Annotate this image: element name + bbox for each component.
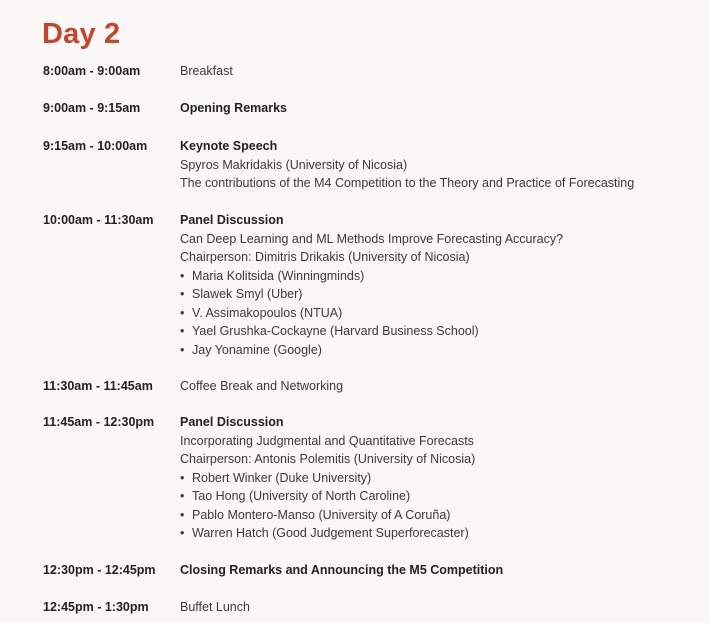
- session-heading: Opening Remarks: [180, 101, 287, 115]
- panelist-item: [180, 487, 700, 506]
- session-time: 12:30pm - 12:45pm: [43, 563, 156, 577]
- session-content: [180, 211, 700, 359]
- panelist-list: [180, 469, 700, 543]
- session-heading: Closing Remarks and Announcing the M5 Competition: [180, 563, 504, 577]
- session-content: [180, 377, 700, 396]
- panelist-name: Maria Kolitsida (Winningminds): [192, 268, 365, 283]
- session-time: 10:00am - 11:30am: [43, 213, 154, 227]
- panelist-item: [180, 304, 700, 323]
- panelist-list: [180, 267, 700, 360]
- session-detail: Breakfast: [180, 64, 233, 78]
- panelist-item: [180, 506, 700, 525]
- bullet-icon: •: [180, 305, 185, 320]
- bullet-icon: •: [180, 507, 185, 522]
- panelist-item: [180, 285, 700, 304]
- session-detail: Chairperson: Antonis Polemitis (University of Nicosia): [180, 452, 476, 466]
- session-content: [180, 598, 700, 617]
- bullet-icon: •: [180, 287, 185, 301]
- session-detail: Chairperson: Dimitris Drikakis (University of Nicosia): [180, 250, 470, 264]
- session-heading: Keynote Speech: [180, 139, 278, 153]
- panelist-item: [180, 267, 700, 286]
- panelist-name: V. Assimakopoulos (NTUA): [192, 305, 343, 320]
- panelist-item: [180, 524, 700, 543]
- panelist-item: [180, 322, 700, 341]
- bullet-icon: •: [180, 324, 185, 338]
- session-content: [180, 137, 700, 193]
- session-heading: Panel Discussion: [180, 415, 284, 429]
- session-time: 11:45am - 12:30pm: [43, 415, 155, 429]
- panelist-name: Slawek Smyl (Uber): [192, 287, 303, 301]
- bullet-icon: •: [180, 526, 185, 540]
- session-detail: Incorporating Judgmental and Quantitative Forecasts: [180, 433, 474, 448]
- panelist-name: Jay Yonamine (Google): [192, 342, 322, 357]
- session-detail: Spyros Makridakis (University of Nicosia): [180, 157, 408, 172]
- session-detail: The contributions of the M4 Competition to the Theory and Practice of Forecasting: [180, 176, 635, 190]
- session-content: [180, 413, 700, 543]
- session-content: [180, 561, 700, 580]
- day-title: Day 2: [42, 18, 121, 50]
- session-time: 9:15am - 10:00am: [43, 139, 148, 153]
- panelist-name: Yael Grushka-Cockayne (Harvard Business School): [192, 324, 479, 338]
- session-detail: Coffee Break and Networking: [180, 379, 344, 393]
- bullet-icon: •: [180, 470, 185, 485]
- panelist-name: Tao Hong (University of North Caroline): [192, 489, 411, 503]
- panelist-name: Robert Winker (Duke University): [192, 470, 372, 485]
- bullet-icon: •: [180, 268, 185, 283]
- session-detail: Can Deep Learning and ML Methods Improve Forecasting Accuracy?: [180, 231, 564, 246]
- panelist-item: [180, 341, 700, 360]
- bullet-icon: •: [180, 342, 185, 357]
- session-heading: Panel Discussion: [180, 213, 284, 227]
- session-time: 11:30am - 11:45am: [43, 379, 153, 393]
- session-content: [180, 62, 700, 81]
- bullet-icon: •: [180, 489, 185, 503]
- session-detail: Buffet Lunch: [180, 600, 250, 614]
- session-time: 9:00am - 9:15am: [43, 101, 141, 115]
- panelist-name: Warren Hatch (Good Judgement Superforecaster): [192, 526, 469, 540]
- session-time: 12:45pm - 1:30pm: [43, 600, 149, 614]
- session-content: [180, 99, 700, 118]
- panelist-name: Pablo Montero-Manso (University of A Coruña): [192, 507, 451, 522]
- panelist-item: [180, 469, 700, 488]
- session-time: 8:00am - 9:00am: [43, 64, 141, 78]
